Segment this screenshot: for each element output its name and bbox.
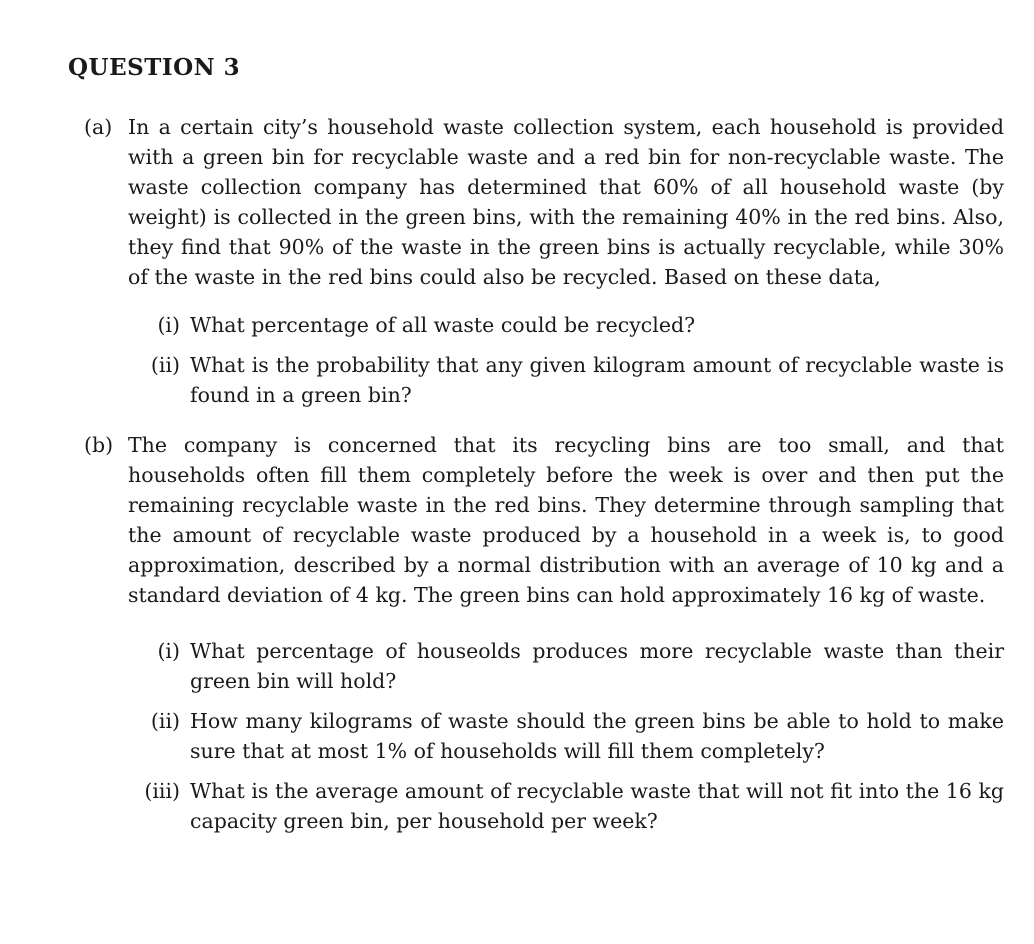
part-b-item	[84, 430, 1004, 610]
subpart-label: (i)	[157, 313, 180, 337]
part-b-label: (b)	[84, 433, 114, 457]
subpart-text: What percentage of houseolds produces more recyclable waste than their green bin will hold?	[190, 639, 1004, 693]
part-b-text: The company is concerned that its recycling bins are too small, and that households often fill them completely before the week is over and then put the remaining recyclable waste in the red bins. They determine through sampling that the amount of recyclable waste produced by a household in a week is, to good approximation, described by a normal distribution with an average of 10 kg and a standard deviation of 4 kg. The green bins can hold approximately 16 kg of waste.	[128, 433, 1004, 607]
subpart-text: What is the average amount of recyclable waste that will not fit into the 16 kg capacity green bin, per household per week?	[190, 779, 1004, 833]
part-a-label: (a)	[84, 115, 113, 139]
part-b-subpart-ii	[128, 706, 1004, 766]
subpart-label: (iii)	[144, 779, 180, 803]
subpart-label: (ii)	[150, 353, 180, 377]
subpart-text: What is the probability that any given kilogram amount of recyclable waste is found in a green bin?	[190, 353, 1004, 407]
subpart-text: How many kilograms of waste should the green bins be able to hold to make sure that at most 1% of households will fill them completely?	[190, 709, 1004, 763]
part-a-subparts	[128, 310, 1004, 410]
part-b-subparts	[128, 636, 1004, 836]
part-a-text: In a certain city’s household waste collection system, each household is provided with a green bin for recyclable waste and a red bin for non-recyclable waste. The waste collection company has determined that 60% of all household waste (by weight) is collected in the green bins, with the remaining 40% in the red bins. Also, they find that 90% of the waste in the green bins is actually recyclable, while 30% of the waste in the red bins could also be recycled. Based on these data,	[128, 115, 1004, 289]
part-b	[84, 430, 1004, 846]
question-title: QUESTION 3	[68, 54, 241, 81]
subpart-label: (i)	[157, 639, 180, 663]
subpart-label: (ii)	[150, 709, 180, 733]
part-a-subpart-i	[128, 310, 1004, 340]
part-b-subpart-iii	[128, 776, 1004, 836]
subpart-text: What percentage of all waste could be recycled?	[190, 313, 696, 337]
part-a	[84, 112, 1004, 420]
part-a-item	[84, 112, 1004, 292]
part-b-subpart-i	[128, 636, 1004, 696]
part-a-subpart-ii	[128, 350, 1004, 410]
